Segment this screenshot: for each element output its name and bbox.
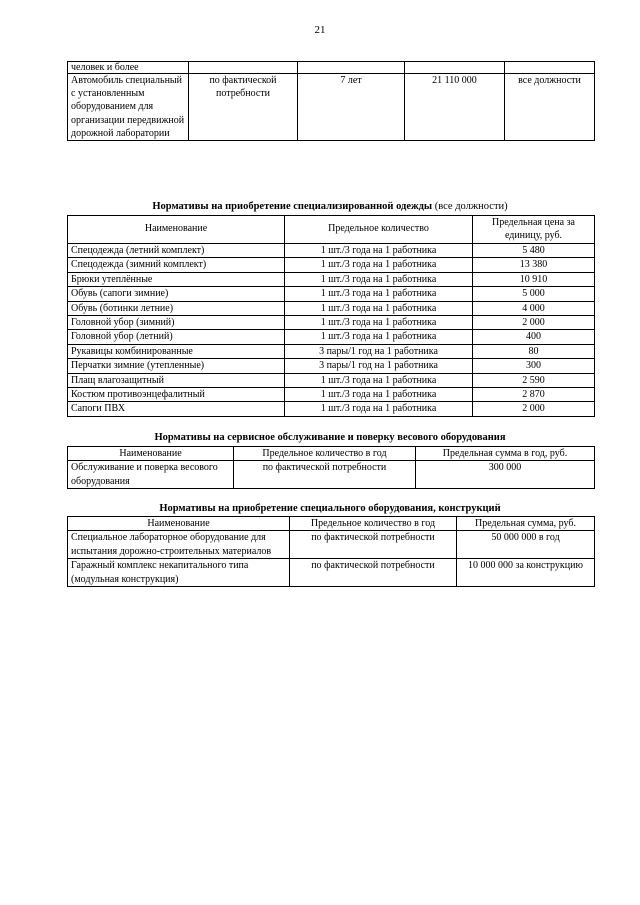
vehicle-table — [67, 61, 595, 141]
col-header-price: Предельная цена за единицу, руб. — [473, 216, 595, 244]
item-quantity: 1 шт./3 года на 1 работника — [285, 272, 473, 286]
vehicle-term: 7 лет — [298, 74, 405, 141]
item-quantity: 1 шт./3 года на 1 работника — [285, 258, 473, 272]
table-row — [68, 258, 595, 272]
clothing-table — [67, 215, 595, 417]
item-price: 80 — [473, 344, 595, 358]
col-header-qty: Предельное количество в год — [234, 447, 416, 461]
item-quantity: по фактической потребности — [290, 531, 457, 559]
table-header — [68, 216, 595, 244]
service-title — [60, 432, 600, 443]
item-price: 5 480 — [473, 244, 595, 258]
table-header — [68, 447, 595, 461]
item-name: Головной убор (зимний) — [68, 316, 285, 330]
item-quantity: 1 шт./3 года на 1 работника — [285, 301, 473, 315]
item-sum: 50 000 000 в год — [457, 531, 595, 559]
item-price: 2 000 — [473, 402, 595, 416]
service-qty: по фактической потребности — [234, 461, 416, 489]
table-row — [68, 316, 595, 330]
item-quantity: 1 шт./3 года на 1 работника — [285, 287, 473, 301]
table-row — [68, 330, 595, 344]
item-quantity: 1 шт./3 года на 1 работника — [285, 244, 473, 258]
equipment-table — [67, 516, 595, 587]
col-header-qty: Предельное количество в год — [290, 517, 457, 531]
col-header-qty: Предельное количество — [285, 216, 473, 244]
item-price: 10 910 — [473, 272, 595, 286]
clothing-title-bold: Нормативы на приобретение специализированной одежды — [152, 201, 433, 212]
equipment-title-text: Нормативы на приобретение специального оборудования, конструкций — [159, 503, 501, 514]
item-name: Гаражный комплекс некапитального типа (модульная конструкция) — [68, 559, 290, 587]
service-title-text: Нормативы на сервисное обслуживание и поверку весового оборудования — [154, 432, 506, 443]
item-name: Спецодежда (зимний комплект) — [68, 258, 285, 272]
item-quantity: 1 шт./3 года на 1 работника — [285, 388, 473, 402]
item-price: 4 000 — [473, 301, 595, 315]
equipment-title — [60, 503, 600, 514]
item-price: 300 — [473, 359, 595, 373]
table-row — [68, 301, 595, 315]
table-row — [68, 559, 595, 587]
item-name: Перчатки зимние (утепленные) — [68, 359, 285, 373]
table-row — [68, 373, 595, 387]
item-name: Брюки утеплённые — [68, 272, 285, 286]
vehicle-name: Автомобиль специальный с установленным оборудованием для организации передвижной дорожной лаборатории — [68, 74, 189, 141]
item-sum: 10 000 000 за конструкцию — [457, 559, 595, 587]
clothing-title-note: (все должности) — [434, 201, 508, 212]
item-name: Спецодежда (летний комплект) — [68, 244, 285, 258]
item-quantity: по фактической потребности — [290, 559, 457, 587]
item-price: 2 870 — [473, 388, 595, 402]
item-name: Головной убор (летний) — [68, 330, 285, 344]
equipment-body — [68, 531, 595, 587]
item-quantity: 1 шт./3 года на 1 работника — [285, 316, 473, 330]
col-header-name: Наименование — [68, 216, 285, 244]
service-name: Обслуживание и поверка весового оборудования — [68, 461, 234, 489]
table-row — [68, 272, 595, 286]
page-number: 21 — [314, 24, 326, 36]
item-price: 5 000 — [473, 287, 595, 301]
item-name: Специальное лабораторное оборудование для испытания дорожно-строительных материалов — [68, 531, 290, 559]
item-price: 2 590 — [473, 373, 595, 387]
vehicle-quantity: по фактической потребности — [189, 74, 298, 141]
col-header-name: Наименование — [68, 447, 234, 461]
col-header-sum: Предельная сумма, руб. — [457, 517, 595, 531]
item-quantity: 3 пары/1 год на 1 работника — [285, 359, 473, 373]
table-row — [68, 531, 595, 559]
item-name: Обувь (сапоги зимние) — [68, 287, 285, 301]
service-sum: 300 000 — [416, 461, 595, 489]
table-row — [68, 344, 595, 358]
item-quantity: 1 шт./3 года на 1 работника — [285, 402, 473, 416]
item-price: 400 — [473, 330, 595, 344]
clothing-body — [68, 244, 595, 417]
item-name: Плащ влагозащитный — [68, 373, 285, 387]
continuation-cell: человек и более — [68, 62, 189, 74]
item-price: 13 380 — [473, 258, 595, 272]
col-header-name: Наименование — [68, 517, 290, 531]
vehicle-price: 21 110 000 — [405, 74, 505, 141]
item-name: Обувь (ботинки летние) — [68, 301, 285, 315]
table-row — [68, 388, 595, 402]
item-name: Сапоги ПВХ — [68, 402, 285, 416]
table-header — [68, 517, 595, 531]
table-row — [68, 287, 595, 301]
table-row — [68, 402, 595, 416]
vehicle-positions: все должности — [505, 74, 595, 141]
item-name: Рукавицы комбинированные — [68, 344, 285, 358]
table-row — [68, 74, 595, 141]
table-row — [68, 461, 595, 489]
table-row — [68, 359, 595, 373]
col-header-sum: Предельная сумма в год, руб. — [416, 447, 595, 461]
service-table — [67, 446, 595, 489]
table-row — [68, 62, 595, 74]
item-quantity: 1 шт./3 года на 1 работника — [285, 373, 473, 387]
table-row — [68, 244, 595, 258]
item-name: Костюм противоэнцефалитный — [68, 388, 285, 402]
item-quantity: 3 пары/1 год на 1 работника — [285, 344, 473, 358]
item-quantity: 1 шт./3 года на 1 работника — [285, 330, 473, 344]
item-price: 2 000 — [473, 316, 595, 330]
clothing-title — [60, 201, 600, 212]
